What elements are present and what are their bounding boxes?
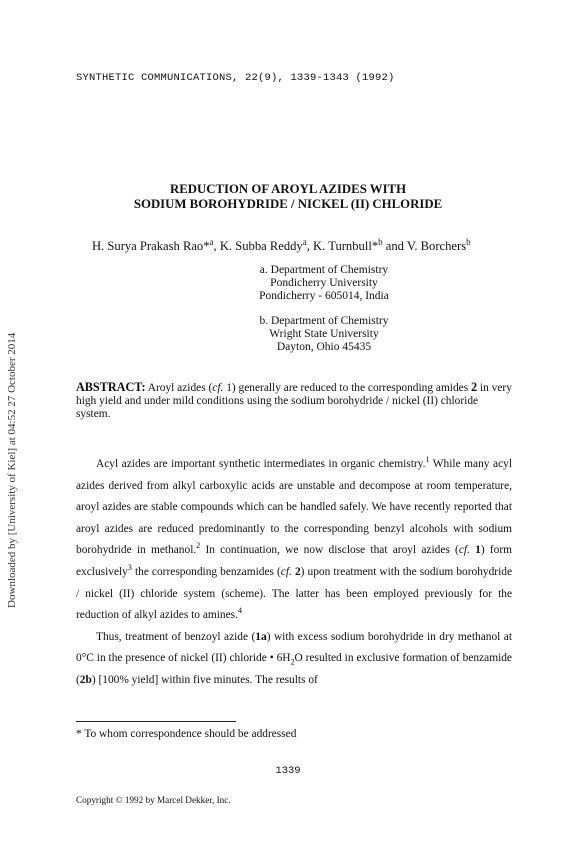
copyright-notice: Copyright © 1992 by Marcel Dekker, Inc. [76, 795, 231, 805]
body-text: Acyl azides are important synthetic intermediates in organic chemistry. [96, 458, 426, 470]
title-line-2: SODIUM BOROHYDRIDE / NICKEL (II) CHLORIDE [133, 197, 443, 211]
affiliation-a-line-1: a. Department of Chemistry [259, 264, 389, 276]
affiliation-mark: a [302, 237, 307, 247]
compound-ref: 2b [79, 673, 92, 686]
page-number: 1339 [275, 765, 301, 777]
journal-header: SYNTHETIC COMMUNICATIONS, 22(9), 1339-1343 (1992) [76, 72, 395, 84]
abstract [76, 381, 512, 421]
reference-mark: 4 [237, 606, 242, 616]
reference-mark: 2 [196, 541, 201, 551]
compound-ref: 2 [471, 380, 478, 394]
reference-mark: 1 [425, 455, 430, 465]
body-text: ) upon treatment with the sodium borohydride / nickel (II) chloride system (scheme). The latter has been employed previously for the reduction of alkyl azides to amines. [76, 565, 512, 622]
body-text: ) with excess sodium borohydride in dry methanol at 0°C in the presence of nickel (II) chloride • 6H [76, 630, 512, 665]
subscript: 2 [290, 657, 295, 667]
abstract-text: in very high yield and under mild conditions using the sodium borohydride / nickel (II) chloride system. [76, 382, 512, 420]
body-paragraph-1 [76, 454, 512, 692]
body-text: ) form exclusively [76, 544, 512, 578]
compound-ref: 1a [255, 630, 267, 643]
reference-mark: 3 [127, 563, 132, 573]
footnote-divider [76, 721, 236, 722]
author-turnbull: , K. Turnbull* [306, 239, 379, 254]
affiliation-b-line-2: Wright State University [269, 328, 379, 340]
affiliation-mark: a [209, 237, 214, 247]
title-line-1: REDUCTION OF AROYL AZIDES WITH [169, 182, 407, 196]
abstract-text: Aroyl azides ( [147, 382, 213, 394]
abstract-cf: cf. [212, 382, 224, 394]
affiliation-b-line-1: b. Department of Chemistry [259, 315, 389, 327]
compound-ref: 1 [469, 544, 481, 557]
author-rao: H. Surya Prakash Rao* [92, 239, 210, 254]
download-watermark: Downloaded by [University of Kiel] at 04:52 27 October 2014 [6, 332, 18, 608]
author-borchers: and V. Borchers [382, 239, 467, 254]
cf-mark: cf. [280, 565, 292, 578]
affiliation-a-line-3: Pondicherry - 605014, India [259, 290, 389, 302]
author-reddy: , K. Subba Reddy [213, 239, 303, 254]
affiliation-a [0, 264, 576, 303]
body-text: In continuation, we now disclose that aroyl azides ( [200, 544, 459, 557]
body-text: the corresponding benzamides ( [131, 565, 281, 578]
abstract-text: 1) generally are reduced to the corresponding amides [223, 382, 472, 394]
body-text: O resulted in exclusive formation of benzamide ( [76, 652, 512, 686]
cf-mark: cf. [458, 544, 470, 557]
affiliation-a-line-2: Pondicherry University [270, 277, 378, 289]
affiliation-b [0, 315, 576, 354]
affiliation-mark: b [378, 237, 383, 247]
body-text: Thus, treatment of benzoyl azide ( [96, 630, 256, 643]
author-list [92, 237, 471, 254]
footnote: * To whom correspondence should be addressed [76, 728, 297, 740]
body-text: ) [100% yield] within five minutes. The results of [91, 673, 318, 686]
abstract-label: ABSTRACT: [76, 380, 146, 394]
affiliation-mark: b [466, 237, 471, 247]
article-title [0, 182, 576, 212]
affiliation-b-line-3: Dayton, Ohio 45435 [276, 341, 372, 353]
body-text: While many acyl azides derived from alkyl carboxylic acids are unstable and decompose at room temperature, aroyl azides are stable compounds which can be handled safely. We have recently reported that aroyl azides are reduced predominantly to the corresponding benzyl alcohols with sodium borohydride in methanol. [76, 458, 512, 557]
compound-ref: 2 [291, 565, 301, 578]
